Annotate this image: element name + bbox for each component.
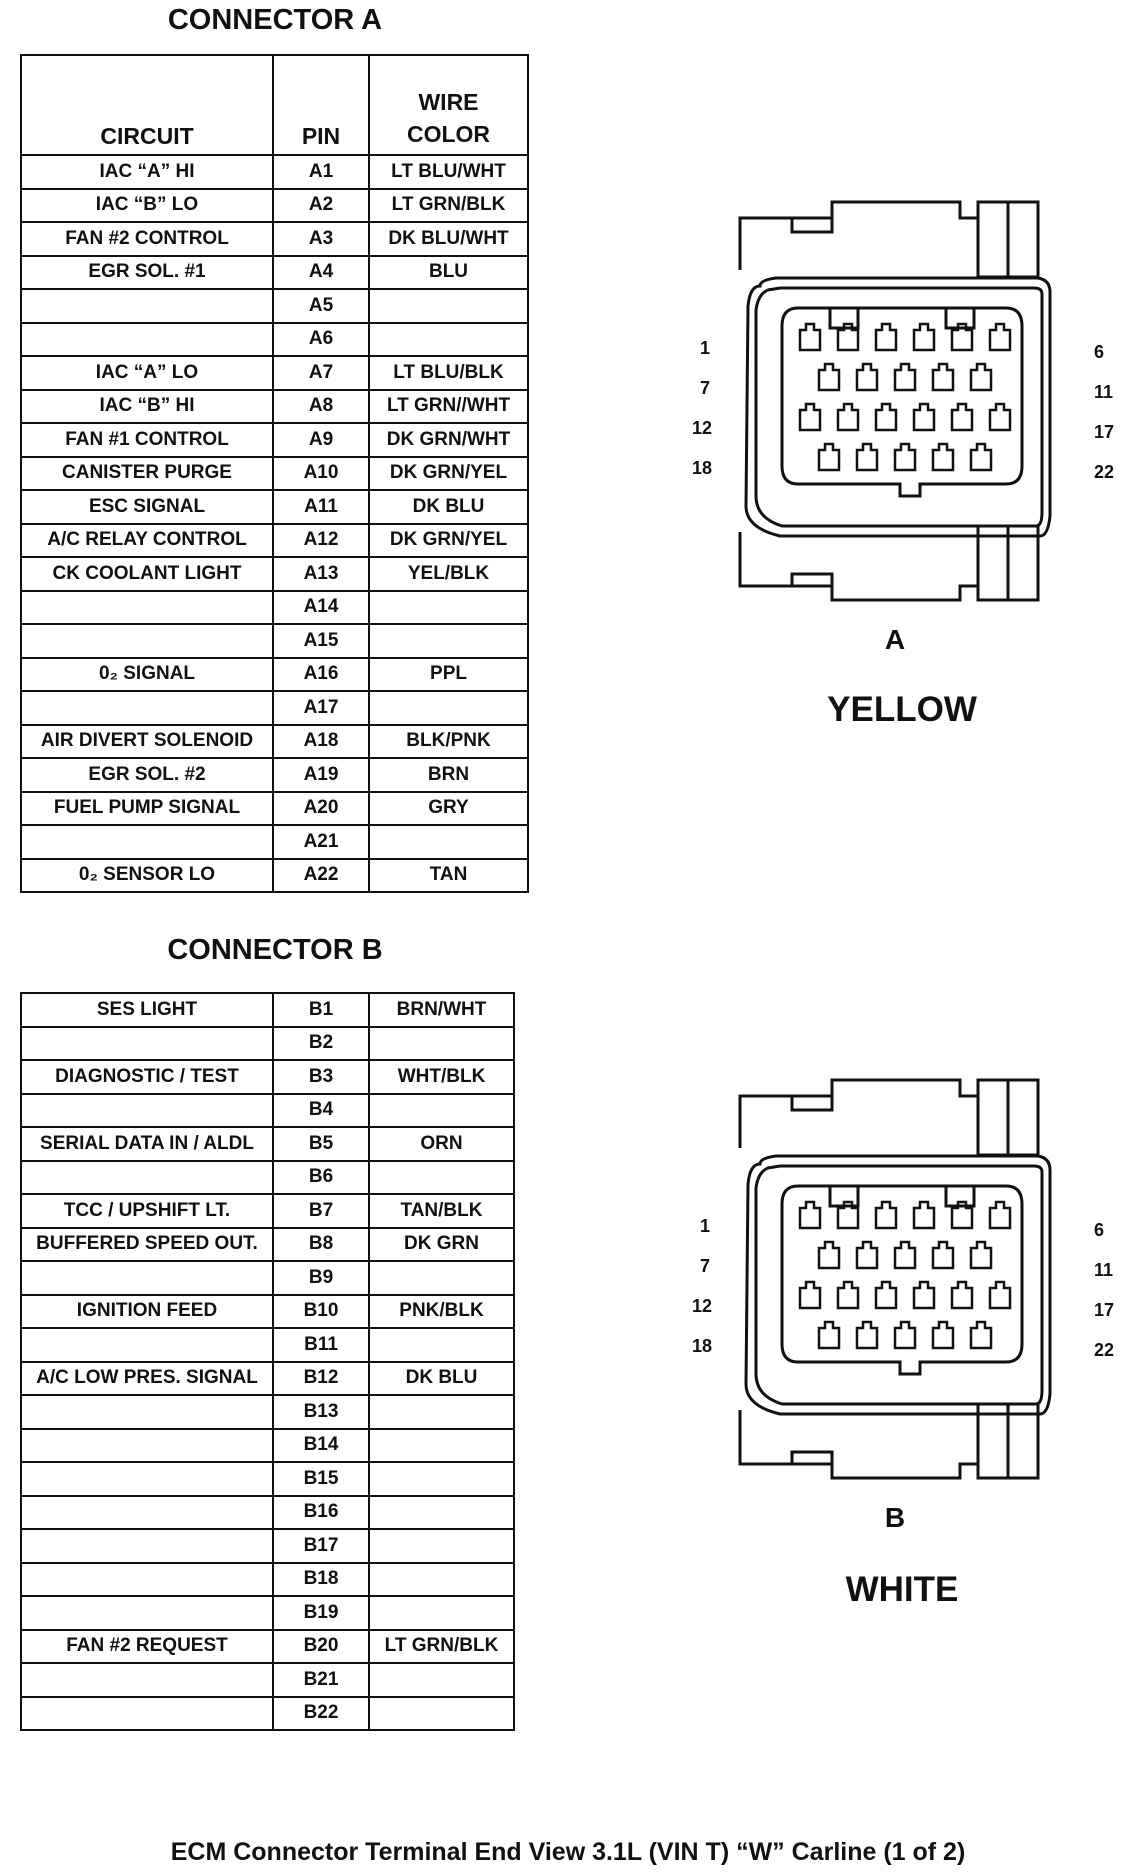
terminal-cavity (800, 1282, 820, 1308)
pin-cell: B9 (273, 1261, 369, 1295)
table-row (21, 222, 528, 256)
wire-header-line1: WIRE (418, 89, 479, 115)
connector-b-drawing (720, 1074, 1065, 1484)
terminal-cavity (857, 1242, 877, 1268)
connector-a-color: YELLOW (827, 690, 977, 729)
terminal-cavity (800, 404, 820, 430)
table-row (21, 624, 528, 658)
connector-b-letter: B (884, 1502, 906, 1533)
table-row (21, 256, 528, 290)
table-row (21, 323, 528, 357)
connector-a-drawing (720, 196, 1065, 606)
wire-color-cell (369, 1395, 514, 1429)
terminal-cavity (990, 324, 1010, 350)
circuit-cell: IGNITION FEED (21, 1295, 273, 1329)
table-row (21, 1596, 514, 1630)
circuit-cell: A/C LOW PRES. SIGNAL (21, 1362, 273, 1396)
circuit-cell: CK COOLANT LIGHT (21, 557, 273, 591)
terminal-cavity (800, 324, 820, 350)
pin-cell: A18 (273, 725, 369, 759)
table-row (21, 289, 528, 323)
table-row (21, 725, 528, 759)
table-row (21, 1328, 514, 1362)
terminal-cavity (876, 1202, 896, 1228)
wire-color-cell: LT BLU/WHT (369, 155, 528, 189)
connector-a-pin-label-12: 12 (692, 418, 713, 438)
terminal-cavity (914, 1282, 934, 1308)
terminal-cavity (933, 1242, 953, 1268)
terminal-cavity (819, 1242, 839, 1268)
pin-cell: A5 (273, 289, 369, 323)
terminal-cavity (990, 1202, 1010, 1228)
circuit-cell (21, 1563, 273, 1597)
circuit-cell: BUFFERED SPEED OUT. (21, 1228, 273, 1262)
connector-a-title: CONNECTOR A (167, 4, 383, 36)
wire-color-cell (369, 591, 528, 625)
pin-cell: B2 (273, 1027, 369, 1061)
wire-color-cell (369, 624, 528, 658)
connector-b-pin-label-1: 1 (700, 1216, 711, 1236)
pin-cell: A3 (273, 222, 369, 256)
connector-b-title: CONNECTOR B (167, 934, 383, 966)
table-row (21, 457, 528, 491)
circuit-cell: ESC SIGNAL (21, 490, 273, 524)
table-row (21, 825, 528, 859)
circuit-cell (21, 1663, 273, 1697)
pin-cell: B7 (273, 1194, 369, 1228)
circuit-cell (21, 591, 273, 625)
wire-color-cell: BRN (369, 758, 528, 792)
terminal-cavity (914, 404, 934, 430)
connector-b-pin-label-22: 22 (1094, 1340, 1115, 1360)
circuit-cell (21, 691, 273, 725)
table-row (21, 390, 528, 424)
pin-cell: A19 (273, 758, 369, 792)
table-row (21, 1295, 514, 1329)
circuit-cell: CANISTER PURGE (21, 457, 273, 491)
pin-cell: A11 (273, 490, 369, 524)
wire-color-cell (369, 1563, 514, 1597)
circuit-cell: AIR DIVERT SOLENOID (21, 725, 273, 759)
pin-cell: B10 (273, 1295, 369, 1329)
terminal-cavity (895, 444, 915, 470)
circuit-cell: EGR SOL. #2 (21, 758, 273, 792)
connector-a-header-row (21, 55, 528, 155)
table-row (21, 1027, 514, 1061)
pin-cell: A17 (273, 691, 369, 725)
table-row (21, 356, 528, 390)
pin-cell: A10 (273, 457, 369, 491)
circuit-cell (21, 1094, 273, 1128)
circuit-cell (21, 1027, 273, 1061)
connector-b-table (20, 992, 515, 1731)
pin-cell: A6 (273, 323, 369, 357)
wire-color-cell (369, 1663, 514, 1697)
circuit-cell: FUEL PUMP SIGNAL (21, 792, 273, 826)
pin-cell: B17 (273, 1529, 369, 1563)
table-row (21, 1094, 514, 1128)
wire-color-cell: LT GRN//WHT (369, 390, 528, 424)
circuit-header: CIRCUIT (21, 55, 273, 155)
connector-a-pin-label-11: 11 (1094, 382, 1114, 402)
circuit-cell (21, 323, 273, 357)
circuit-cell: SES LIGHT (21, 993, 273, 1027)
pin-cell: B21 (273, 1663, 369, 1697)
circuit-cell (21, 1328, 273, 1362)
table-row (21, 557, 528, 591)
circuit-cell (21, 1161, 273, 1195)
terminal-cavity (819, 364, 839, 390)
connector-b-pin-label-11: 11 (1094, 1260, 1114, 1280)
circuit-cell (21, 1697, 273, 1731)
terminal-cavity (971, 1242, 991, 1268)
wire-color-cell (369, 825, 528, 859)
terminal-cavity (895, 1242, 915, 1268)
wire-color-cell: TAN (369, 859, 528, 893)
circuit-cell: FAN #2 CONTROL (21, 222, 273, 256)
wire-color-cell: BLK/PNK (369, 725, 528, 759)
circuit-cell (21, 825, 273, 859)
connector-b-pin-label-12: 12 (692, 1296, 713, 1316)
table-row (21, 1697, 514, 1731)
pin-cell: B4 (273, 1094, 369, 1128)
terminal-cavity (952, 404, 972, 430)
circuit-cell: DIAGNOSTIC / TEST (21, 1060, 273, 1094)
terminal-cavity (933, 444, 953, 470)
circuit-cell: 0₂ SIGNAL (21, 658, 273, 692)
wire-color-cell: PPL (369, 658, 528, 692)
terminal-cavity (914, 324, 934, 350)
circuit-cell (21, 1395, 273, 1429)
connector-a-pin-label-7: 7 (700, 378, 711, 398)
terminal-cavity (895, 364, 915, 390)
pin-cell: B14 (273, 1429, 369, 1463)
terminal-cavity (876, 324, 896, 350)
table-row (21, 1663, 514, 1697)
pin-cell: B3 (273, 1060, 369, 1094)
pin-cell: A2 (273, 189, 369, 223)
pin-cell: B20 (273, 1630, 369, 1664)
table-row (21, 1060, 514, 1094)
connector-b-color: WHITE (845, 1570, 959, 1609)
connector-a-pin-label-6: 6 (1094, 342, 1105, 362)
connector-a-pin-label-18: 18 (692, 458, 713, 478)
circuit-cell: IAC “B” HI (21, 390, 273, 424)
circuit-cell (21, 1462, 273, 1496)
wire-color-cell: WHT/BLK (369, 1060, 514, 1094)
wire-color-cell (369, 1429, 514, 1463)
wire-color-cell (369, 691, 528, 725)
connector-b-pin-label-18: 18 (692, 1336, 713, 1356)
table-row (21, 1563, 514, 1597)
terminal-cavity (876, 404, 896, 430)
wire-color-cell: ORN (369, 1127, 514, 1161)
terminal-cavity (819, 444, 839, 470)
pin-cell: A13 (273, 557, 369, 591)
table-row (21, 1228, 514, 1262)
wire-color-cell (369, 1261, 514, 1295)
connector-a-table (20, 54, 529, 893)
pin-cell: B6 (273, 1161, 369, 1195)
table-row (21, 1395, 514, 1429)
terminal-cavity (933, 364, 953, 390)
table-row (21, 155, 528, 189)
pin-cell: B22 (273, 1697, 369, 1731)
table-row (21, 758, 528, 792)
circuit-cell (21, 289, 273, 323)
wire-color-cell (369, 289, 528, 323)
terminal-cavity (933, 1322, 953, 1348)
table-row (21, 1161, 514, 1195)
wire-color-cell (369, 1529, 514, 1563)
pin-cell: A12 (273, 524, 369, 558)
terminal-cavity (857, 364, 877, 390)
table-row (21, 993, 514, 1027)
wire-color-cell: LT BLU/BLK (369, 356, 528, 390)
circuit-cell (21, 1261, 273, 1295)
pin-cell: A20 (273, 792, 369, 826)
pin-cell: B5 (273, 1127, 369, 1161)
table-row (21, 792, 528, 826)
pin-cell: A9 (273, 423, 369, 457)
figure-caption: ECM Connector Terminal End View 3.1L (VIN T) “W” Carline (1 of 2) (170, 1838, 966, 1866)
circuit-cell: IAC “A” LO (21, 356, 273, 390)
table-row (21, 1261, 514, 1295)
wire-color-cell: TAN/BLK (369, 1194, 514, 1228)
connector-a-pin-label-17: 17 (1094, 422, 1115, 442)
table-row (21, 490, 528, 524)
wire-color-cell (369, 1596, 514, 1630)
wire-color-cell: LT GRN/BLK (369, 1630, 514, 1664)
terminal-cavity (990, 1282, 1010, 1308)
circuit-cell: A/C RELAY CONTROL (21, 524, 273, 558)
circuit-cell: SERIAL DATA IN / ALDL (21, 1127, 273, 1161)
wire-color-cell: DK BLU (369, 1362, 514, 1396)
terminal-cavity (800, 1202, 820, 1228)
wire-color-cell: DK BLU (369, 490, 528, 524)
connector-a-letter: A (884, 624, 906, 655)
terminal-cavity (971, 1322, 991, 1348)
table-row (21, 1529, 514, 1563)
table-row (21, 1429, 514, 1463)
wire-color-cell (369, 1697, 514, 1731)
table-row (21, 1362, 514, 1396)
connector-a-pin-label-1: 1 (700, 338, 711, 358)
circuit-cell (21, 1429, 273, 1463)
circuit-cell: FAN #1 CONTROL (21, 423, 273, 457)
wire-color-cell: BRN/WHT (369, 993, 514, 1027)
pin-cell: B8 (273, 1228, 369, 1262)
pin-cell: B11 (273, 1328, 369, 1362)
wire-header-line2: COLOR (406, 121, 491, 147)
pin-cell: A7 (273, 356, 369, 390)
terminal-cavity (857, 444, 877, 470)
terminal-cavity (819, 1322, 839, 1348)
connector-a-pin-label-22: 22 (1094, 462, 1115, 482)
terminal-cavity (952, 1282, 972, 1308)
wire-color-cell: DK GRN/YEL (369, 457, 528, 491)
terminal-cavity (971, 364, 991, 390)
circuit-cell (21, 1496, 273, 1530)
wire-color-cell: DK GRN (369, 1228, 514, 1262)
wire-color-cell (369, 1094, 514, 1128)
connector-b-pin-label-17: 17 (1094, 1300, 1115, 1320)
pin-cell: A21 (273, 825, 369, 859)
terminal-cavity (838, 404, 858, 430)
circuit-cell (21, 1596, 273, 1630)
circuit-cell: IAC “A” HI (21, 155, 273, 189)
circuit-cell: FAN #2 REQUEST (21, 1630, 273, 1664)
circuit-cell: TCC / UPSHIFT LT. (21, 1194, 273, 1228)
wire-color-cell: PNK/BLK (369, 1295, 514, 1329)
pin-cell: A8 (273, 390, 369, 424)
wire-color-cell: DK GRN/WHT (369, 423, 528, 457)
wire-color-cell: BLU (369, 256, 528, 290)
wire-color-cell (369, 323, 528, 357)
pin-cell: B15 (273, 1462, 369, 1496)
pin-cell: B12 (273, 1362, 369, 1396)
wire-color-cell: DK GRN/YEL (369, 524, 528, 558)
terminal-cavity (876, 1282, 896, 1308)
circuit-cell: 0₂ SENSOR LO (21, 859, 273, 893)
terminal-cavity (990, 404, 1010, 430)
pin-cell: B18 (273, 1563, 369, 1597)
wire-color-cell: GRY (369, 792, 528, 826)
circuit-cell (21, 624, 273, 658)
table-row (21, 691, 528, 725)
table-row (21, 423, 528, 457)
wire-color-cell: DK BLU/WHT (369, 222, 528, 256)
table-row (21, 1127, 514, 1161)
wire-color-cell (369, 1161, 514, 1195)
pin-cell: B1 (273, 993, 369, 1027)
pin-cell: A4 (273, 256, 369, 290)
table-row (21, 1496, 514, 1530)
connector-a-housing (740, 202, 1050, 600)
connector-b-pin-label-7: 7 (700, 1256, 711, 1276)
pin-cell: A1 (273, 155, 369, 189)
wire-color-header (369, 55, 528, 155)
table-row (21, 1462, 514, 1496)
connector-b-housing (740, 1080, 1050, 1478)
wire-color-cell (369, 1496, 514, 1530)
circuit-cell: EGR SOL. #1 (21, 256, 273, 290)
wire-color-cell: YEL/BLK (369, 557, 528, 591)
table-row (21, 1630, 514, 1664)
table-row (21, 524, 528, 558)
pin-cell: B19 (273, 1596, 369, 1630)
table-row (21, 1194, 514, 1228)
table-row (21, 591, 528, 625)
pin-cell: A14 (273, 591, 369, 625)
table-row (21, 189, 528, 223)
wire-color-cell (369, 1328, 514, 1362)
table-row (21, 658, 528, 692)
terminal-cavity (838, 1282, 858, 1308)
pin-header: PIN (273, 55, 369, 155)
terminal-cavity (914, 1202, 934, 1228)
pin-cell: A15 (273, 624, 369, 658)
circuit-cell: IAC “B” LO (21, 189, 273, 223)
terminal-cavity (895, 1322, 915, 1348)
pin-cell: B16 (273, 1496, 369, 1530)
circuit-cell (21, 1529, 273, 1563)
connector-b-pin-label-6: 6 (1094, 1220, 1105, 1240)
terminal-cavity (857, 1322, 877, 1348)
wire-color-cell: LT GRN/BLK (369, 189, 528, 223)
wire-color-cell (369, 1027, 514, 1061)
terminal-cavity (971, 444, 991, 470)
pin-cell: A22 (273, 859, 369, 893)
table-row (21, 859, 528, 893)
pin-cell: A16 (273, 658, 369, 692)
pin-cell: B13 (273, 1395, 369, 1429)
wire-color-cell (369, 1462, 514, 1496)
